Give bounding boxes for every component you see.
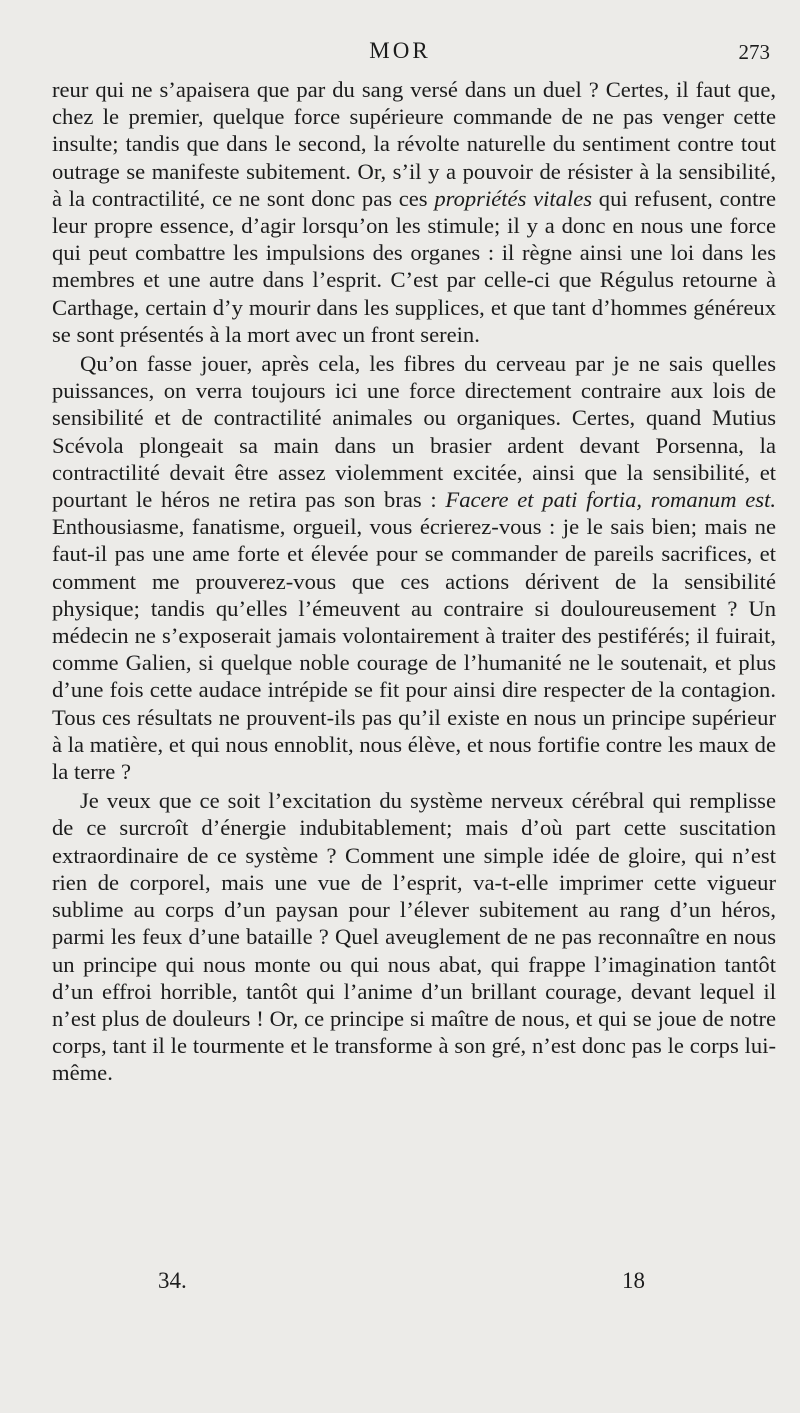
- italic-run: propriétés vitales: [434, 185, 593, 211]
- running-head: MOR: [369, 38, 431, 63]
- text-run: reur qui ne s’apaisera que par du sang versé dans un duel ? Certes, il faut que, chez le premier, quelque force supérieure commande de ne pas venger cette insulte; tandis que dans le second, la révolte naturelle du sentiment contre tout outrage se manifeste subitement. Or, s’il y a pouvoir de résister à la sensibilité, à la contractilité, ce ne sont donc pas ces: [52, 77, 776, 211]
- text-run: Qu’on fasse jouer, après cela, les fibres du cerveau par je ne sais quelles puissances, on verra toujours ici une force directement contraire aux lois de sensibilité et de contractilité animales ou organiques. Certes, quand Mutius Scévola plongeait sa main dans un brasier ardent devant Porsenna, la contractilité devait être assez violemment excitée, ainsi que la sensibilité, et pourtant le héros ne retira pas son bras :: [52, 351, 776, 513]
- text-run: Je veux que ce soit l’excitation du système nerveux cérébral qui remplisse de ce surcroît d’énergie indubitablement; mais d’où part cette suscitation extraordinaire de ce système ? Comment une simple idée de gloire, qui n’est rien de corporel, mais une vue de l’esprit, va-t-elle imprimer cette vigueur sublime au corps d’un paysan pour l’élever subitement au rang d’un héros, parmi les feux d’une bataille ? Quel aveuglement de ne pas reconnaître en nous un principe qui nous monte ou qui nous abat, qui frappe l’imagination tantôt d’un effroi horrible, tantôt qui l’anime d’un brillant courage, devant lequel il n’est plus de douleurs ! Or, ce principe si maître de nous, et qui se joue de notre corps, tant il le tourmente et le transforme à son gré, n’est donc pas le corps lui-même.: [52, 788, 776, 1086]
- text-run: qui refusent, contre leur propre essence, d’agir lorsqu’on les stimule; il y a donc en nous une force qui peut combattre les impulsions des organes : il règne ainsi une loi dans les membres et une autre dans l’esprit. C’est par celle-ci que Régulus retourne à Carthage, certain d’y mourir dans les supplices, et que tant d’hommes généreux se sont présentés à la mort avec un front serein.: [52, 185, 776, 347]
- body-text: [52, 76, 776, 1087]
- italic-run: Facere et pati fortia, romanum est.: [445, 487, 776, 513]
- gathering-number: 18: [622, 1268, 645, 1293]
- page-header: [0, 38, 800, 78]
- paragraph-2: [52, 350, 776, 785]
- page-number: 273: [738, 40, 770, 64]
- paragraph-3: [52, 787, 776, 1086]
- text-run: Enthousiasme, fanatisme, orgueil, vous écrierez-vous : je le sais bien; mais ne faut-il pas une ame forte et élevée pour se commander de pareils sacrifices, et comment me prouverez-vous que ces actions dérivent de la sensibilité physique; tandis qu’elles l’émeuvent au contraire si douloureusement ? Un médecin ne s’exposerait jamais volontairement à traiter des pestiférés; il fuirait, comme Galien, si quelque noble courage de l’humanité ne le soutenait, et plus d’une fois cette audace intrépide se fit pour ainsi dire respecter de la contagion. Tous ces résultats ne prouvent-ils pas qu’il existe en nous un principe supérieur à la matière, et qui nous ennoblit, nous élève, et nous fortifie contre les maux de la terre ?: [52, 514, 776, 785]
- signature-mark: 34.: [158, 1268, 187, 1293]
- paragraph-1: [52, 76, 776, 348]
- page-footer: [0, 1268, 800, 1304]
